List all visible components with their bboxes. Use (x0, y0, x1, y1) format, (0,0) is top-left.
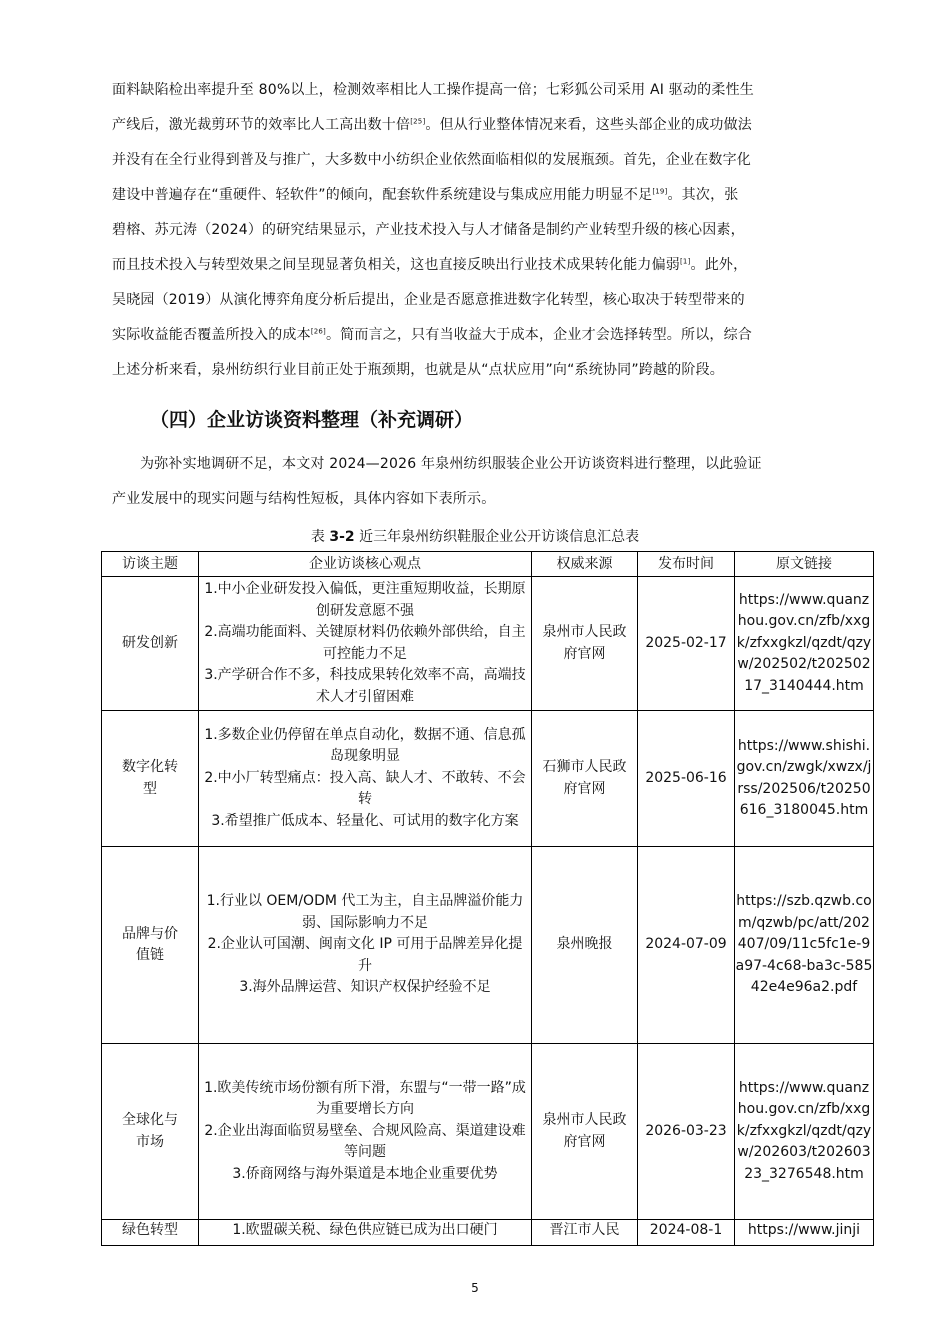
line-text: 面料缺陷检出率提升至 80%以上，检测效率相比人工操作提高一倍；七彩狐公司采用 AI 驱动的柔性生 (112, 82, 754, 98)
header-topic: 访谈主题 (102, 552, 199, 577)
point-item: 2.中小厂转型痛点：投入高、缺人才、不敢转、不会转 (204, 769, 526, 808)
page-number: 5 (471, 1281, 479, 1295)
header-date: 发布时间 (638, 552, 735, 577)
paragraph-line (112, 143, 860, 178)
line-text: 而且技术投入与转型效果之间呈现显著负相关，这也直接反映出行业技术成果转化能力偏弱 (112, 257, 680, 273)
point-item: 3.产学研合作不多，科技成果转化效率不高，高端技术人才引留困难 (204, 667, 526, 705)
cell-points (199, 1220, 532, 1246)
paragraph-line (112, 73, 860, 108)
cell-source: 泉州市人民政府官网 (532, 577, 638, 711)
point-item: 3.海外品牌运营、知识产权保护经验不足 (239, 979, 491, 996)
cell-topic: 品牌与价值链 (102, 847, 199, 1044)
line-text: 碧榕、苏元涛（2024）的研究结果显示，产业技术投入与人才储备是制约产业转型升级的核心因素， (112, 222, 745, 238)
line-text-after: 。其次，张 (667, 187, 739, 203)
cell-source: 石狮市人民政府官网 (532, 711, 638, 847)
cell-link[interactable]: https://www.shishi.gov.cn/zwgk/xwzx/jrss/202506/t20250616_3180045.htm (735, 711, 874, 847)
header-link: 原文链接 (735, 552, 874, 577)
cell-date: 2024-08-1 (638, 1220, 735, 1246)
paragraph-line (112, 178, 860, 213)
cell-points (199, 711, 532, 847)
line-text: 实际收益能否覆盖所投入的成本 (112, 327, 311, 343)
interview-table (101, 551, 874, 1246)
line-text-after: 。此外， (690, 257, 748, 273)
cell-date: 2026-03-23 (638, 1044, 735, 1220)
point-item: 1.欧美传统市场份额有所下滑，东盟与“一带一路”成为重要增长方向 (204, 1079, 526, 1118)
point-item: 1.多数企业仍停留在单点自动化，数据不通、信息孤岛现象明显 (204, 726, 526, 765)
table-caption-number: 3-2 (329, 529, 355, 545)
header-source: 权威来源 (532, 552, 638, 577)
table-row (102, 1220, 874, 1246)
table-caption-prefix: 表 (310, 529, 330, 545)
table-caption-title: 近三年泉州纺织鞋服企业公开访谈信息汇总表 (354, 529, 640, 545)
paragraph-line (112, 283, 860, 318)
cell-topic: 数字化转型 (102, 711, 199, 847)
point-item: 1.行业以 OEM/ODM 代工为主，自主品牌溢价能力弱、国际影响力不足 (206, 893, 524, 931)
table-header-row (102, 552, 874, 577)
cell-link[interactable]: https://szb.qzwb.com/qzwb/pc/att/202407/09/11c5fc1e-9a97-4c68-ba3c-58542e4e96a2.pdf (735, 847, 874, 1044)
cell-date: 2024-07-09 (638, 847, 735, 1044)
point-item: 1.中小企业研发投入偏低，更注重短期收益，长期原创研发意愿不强 (204, 581, 526, 619)
point-item: 3.侨商网络与海外渠道是本地企业重要优势 (232, 1165, 498, 1182)
table-row (102, 847, 874, 1044)
line-text: 产线后，激光裁剪环节的效率比人工高出数十倍 (112, 117, 411, 133)
line-text: 建设中普遍存在“重硬件、轻软件”的倾向，配套软件系统建设与集成应用能力明显不足 (112, 187, 653, 203)
cell-date: 2025-02-17 (638, 577, 735, 711)
table-row (102, 711, 874, 847)
cell-points (199, 1044, 532, 1220)
paragraph-line (112, 353, 860, 388)
point-item: 2.高端功能面料、关键原材料仍依赖外部供给，自主可控能力不足 (204, 624, 526, 662)
line-text-after: 。简而言之，只有当收益大于成本，企业才会选择转型。所以，综合 (325, 327, 752, 343)
cell-topic: 绿色转型 (102, 1220, 199, 1246)
body-paragraph-1 (112, 73, 860, 388)
cell-points (199, 847, 532, 1044)
cell-date: 2025-06-16 (638, 711, 735, 847)
cell-link[interactable]: https://www.quanzhou.gov.cn/zfb/xxgk/zfxxgkzl/qzdt/qzyw/202502/t20250217_3140444.htm (735, 577, 874, 711)
point-item: 1.欧盟碳关税、绿色供应链已成为出口硬门 (232, 1222, 498, 1238)
table-caption (0, 526, 950, 548)
paragraph-line: 产业发展中的现实问题与结构性短板，具体内容如下表所示。 (112, 491, 496, 507)
citation-superscript: [19] (652, 187, 668, 196)
line-text: 上述分析来看，泉州纺织行业目前正处于瓶颈期，也就是从“点状应用”向“系统协同”跨越的阶段。 (112, 362, 725, 378)
cell-source: 泉州晚报 (532, 847, 638, 1044)
line-text: 吴晓园（2019）从演化博弈角度分析后提出，企业是否愿意推进数字化转型，核心取决于转型带来的 (112, 292, 745, 308)
cell-source: 泉州市人民政府官网 (532, 1044, 638, 1220)
cell-source: 晋江市人民 (532, 1220, 638, 1246)
citation-superscript: [1] (680, 257, 691, 266)
cell-topic: 全球化与市场 (102, 1044, 199, 1220)
citation-superscript: [26] (310, 327, 326, 336)
section-heading: （四）企业访谈资料整理（补充调研） (150, 409, 474, 431)
line-text: 并没有在全行业得到普及与推广，大多数中小纺织企业依然面临相似的发展瓶颈。首先，企业在数字化 (112, 152, 751, 168)
line-text-after: 。但从行业整体情况来看，这些头部企业的成功做法 (425, 117, 752, 133)
citation-superscript: [25] (410, 117, 426, 126)
table-row (102, 1044, 874, 1220)
cell-topic: 研发创新 (102, 577, 199, 711)
point-item: 2.企业认可国潮、闽南文化 IP 可用于品牌差异化提升 (207, 936, 523, 974)
paragraph-line (112, 248, 860, 283)
paragraph-line (112, 213, 860, 248)
point-item: 3.希望推广低成本、轻量化、可试用的数字化方案 (211, 812, 519, 829)
body-paragraph-2 (112, 447, 860, 517)
cell-link[interactable]: https://www.quanzhou.gov.cn/zfb/xxgk/zfxxgkzl/qzdt/qzyw/202603/t20260323_3276548.htm (735, 1044, 874, 1220)
cell-points (199, 577, 532, 711)
point-item: 2.企业出海面临贸易壁垒、合规风险高、渠道建设难等问题 (204, 1122, 526, 1161)
paragraph-line (112, 108, 860, 143)
table-row (102, 577, 874, 711)
header-points: 企业访谈核心观点 (199, 552, 532, 577)
cell-link[interactable]: https://www.jinji (735, 1220, 874, 1246)
paragraph-line: 为弥补实地调研不足，本文对 2024—2026 年泉州纺织服装企业公开访谈资料进行整理，以此验证 (140, 456, 762, 472)
paragraph-line (112, 318, 860, 353)
